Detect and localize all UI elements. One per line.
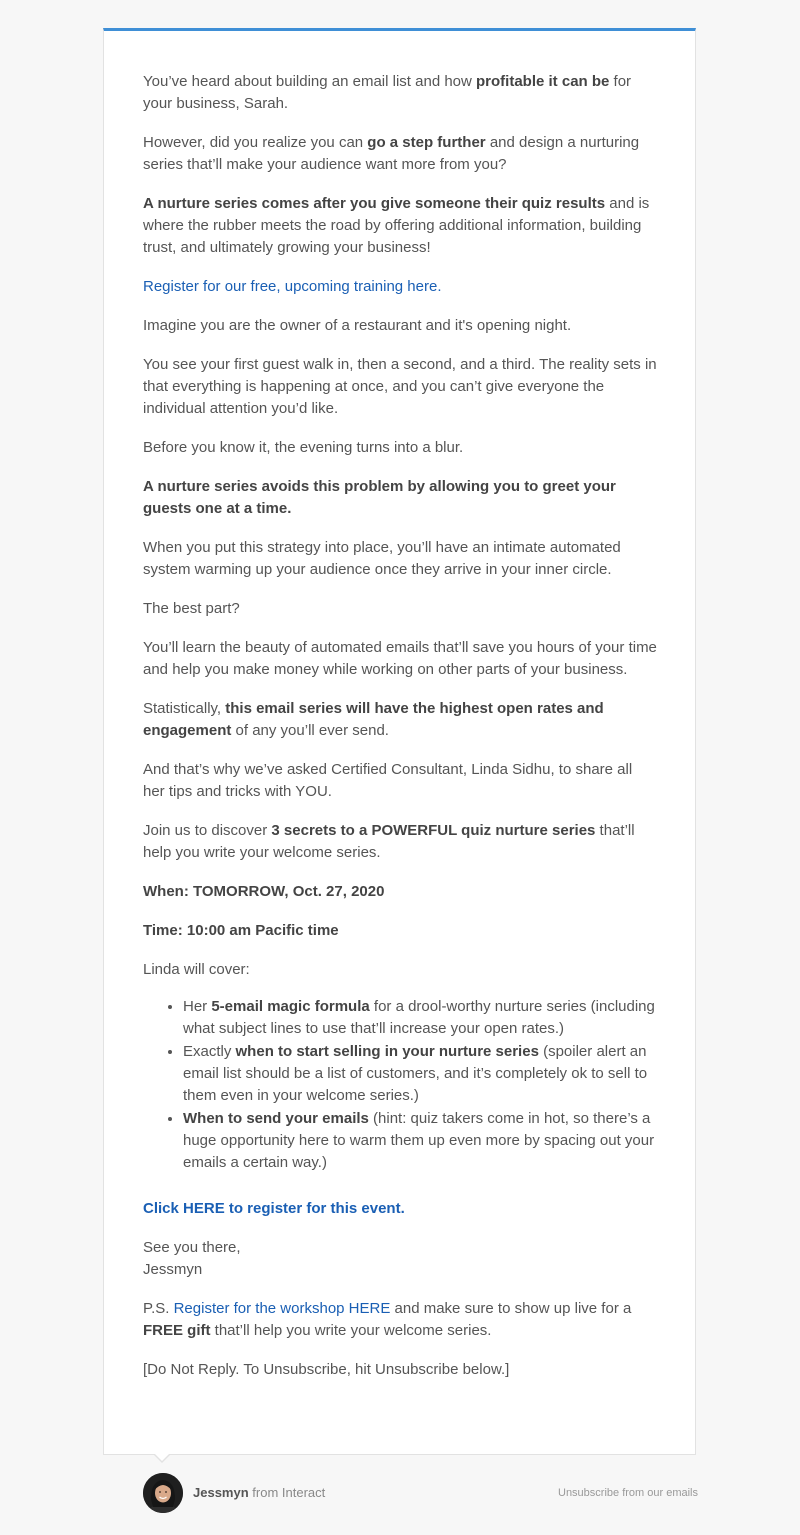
paragraph-join-us: Join us to discover 3 secrets to a POWERFUL quiz nurture series that’ll help you write your welcome series. <box>143 822 635 861</box>
register-event-link[interactable]: Click HERE to register for this event. <box>143 1200 405 1217</box>
email-footer <box>143 1473 698 1513</box>
paragraph-cta <box>143 1198 658 1220</box>
paragraph-nurture-definition: A nurture series comes after you give someone their quiz results and is where the rubber meets the road by offering additional information, building trust, and ultimately growing your business! <box>143 195 650 256</box>
paragraph-step-further: However, did you realize you can go a step further and design a nurturing series that’ll make your audience want more from you? <box>143 134 640 173</box>
list-item: • Her 5-email magic formula for a drool-worthy nurture series (including what subject lines to use that’ll increase your open rates.) <box>183 996 658 1040</box>
event-time: Time: 10:00 am Pacific time <box>143 922 339 939</box>
paragraph-ps: P.S. Register for the workshop HERE and make sure to show up live for a FREE gift that’ll help you write your welcome series. <box>143 1300 632 1339</box>
sender-avatar <box>143 1473 183 1513</box>
sender-from: from Interact <box>248 1485 326 1500</box>
paragraph-guests: You see your first guest walk in, then a second, and a third. The reality sets in that everything is happening at once, and you can’t give everyone the individual attention you’d like. <box>143 356 657 417</box>
paragraph-cover-intro: Linda will cover: <box>143 961 250 978</box>
paragraph-blur: Before you know it, the evening turns into a blur. <box>143 439 464 456</box>
paragraph-consultant: And that’s why we’ve asked Certified Consultant, Linda Sidhu, to share all her tips and tricks with YOU. <box>143 761 633 800</box>
paragraph-disclaimer: [Do Not Reply. To Unsubscribe, hit Unsubscribe below.] <box>143 1361 510 1378</box>
paragraph-avoids-problem: A nurture series avoids this problem by allowing you to greet your guests one at a time. <box>143 478 616 517</box>
paragraph-register <box>143 276 658 298</box>
register-training-link[interactable]: Register for our free, upcoming training here. <box>143 278 442 295</box>
paragraph-intro: You’ve heard about building an email list and how profitable it can be for your business, Sarah. <box>143 73 632 112</box>
paragraph-strategy: When you put this strategy into place, you’ll have an intimate automated system warming up your audience once they arrive in your inner circle. <box>143 539 621 578</box>
list-item: • Exactly when to start selling in your nurture series (spoiler alert an email list should be a list of customers, and it’s completely ok to sell to them even in your welcome series.) <box>183 1041 658 1107</box>
avatar-portrait-icon <box>143 1473 183 1513</box>
paragraph-automated-emails: You’ll learn the beauty of automated emails that’ll save you hours of your time and help you make money while working on other parts of your business. <box>143 639 657 678</box>
paragraph-restaurant: Imagine you are the owner of a restaurant and it's opening night. <box>143 317 572 334</box>
topics-list <box>143 996 658 1174</box>
signoff: See you there, Jessmyn <box>143 1239 241 1278</box>
register-workshop-link[interactable]: Register for the workshop HERE <box>173 1300 391 1317</box>
card-pointer-fill <box>154 1453 170 1461</box>
email-body <box>143 71 658 1398</box>
sender-info <box>193 1484 325 1502</box>
paragraph-statistically: Statistically, this email series will have the highest open rates and engagement of any you’ll ever send. <box>143 700 604 739</box>
event-date: When: TOMORROW, Oct. 27, 2020 <box>143 883 385 900</box>
list-item: • When to send your emails (hint: quiz takers come in hot, so there’s a huge opportunity here to warm them up even more by spacing out your emails a certain way.) <box>183 1108 658 1174</box>
sender-name: Jessmyn <box>193 1485 249 1500</box>
paragraph-best-part: The best part? <box>143 600 240 617</box>
unsubscribe-link[interactable]: Unsubscribe from our emails <box>558 1487 698 1499</box>
